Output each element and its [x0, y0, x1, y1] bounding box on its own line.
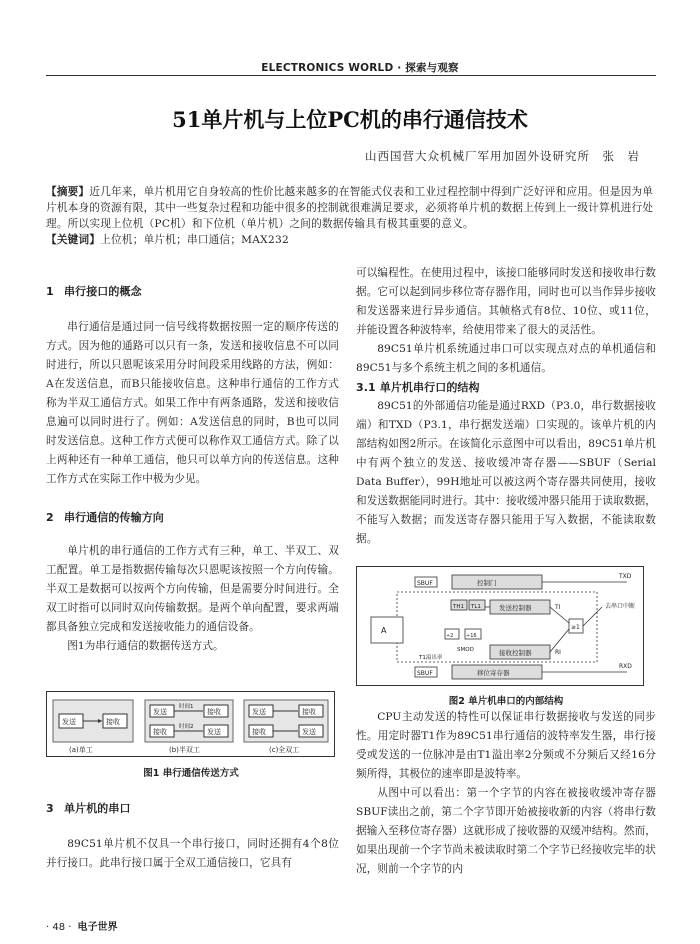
right-paragraph-2: 89C51单片机系统通过串口可以实现点对点的单机通信和89C51与多个系统主机之间的多机通信。 [356, 343, 656, 374]
half-time1: 时间1 [179, 704, 194, 710]
right-column-bottom [356, 708, 656, 879]
section-3-number: 3 [46, 802, 54, 815]
header-rule [46, 75, 656, 76]
interrupt-label: 去串口中断 [605, 603, 636, 610]
abstract-text: 近几年来，单片机用它自身较高的性价比越来越多的在智能式仪表和工业过程控制中得到广泛好评和应用。但是因为单片机本身的资源有限，其中一些复杂过程和功能中很多的控制就很难满足要求，必须将单片机的数据上传到上一级计算机进行处理。所以实现上位机（PC机）和下位机（单片机）之间的数据传输具有极其重要的意义。 [46, 186, 654, 230]
full-send-label: 发送 [252, 708, 266, 716]
figure-1-diagram [47, 692, 334, 756]
shift-register-label: 移位寄存器 [477, 669, 510, 677]
section-1-heading [46, 282, 339, 301]
right-column [356, 264, 656, 549]
half-caption: (b)半双工 [169, 746, 200, 754]
rxd-label: RXD [619, 663, 632, 670]
section-3-heading [46, 799, 339, 818]
ri-label: RI [555, 649, 561, 656]
page-title: 51单片机与上位PC机的串行通信技术 [172, 107, 528, 132]
section-3-1-paragraph: 89C51的外部通信功能是通过RXD（P3.0，串行数据接收端）和TXD（P3.1，串行据发送端）口实现的。该单片机的内部结构如图2所示。在该简化示意图中可以看出，89C51单片机中有两个独立的发送、接收缓冲寄存器——SBUF（Serial Data Buffer），99H地址可以被这两个寄存器共同使用，接收和发送数据能同时进行。其中：接收缓冲器只能用于读取数据，不能写入数据；而发送寄存器只能用于写入数据，不能读取数据。 [356, 400, 656, 545]
section-3-title: 单片机的串口 [64, 802, 131, 815]
affiliation: 山西国营大众机械厂军用加固外设研究所 张 岩 [365, 149, 640, 163]
section-3-1-heading: 3.1 单片机串行口的结构 [356, 381, 480, 394]
half-time2: 时间2 [179, 724, 194, 730]
simplex-recv-label: 接收 [106, 718, 120, 726]
ti-label: TI [555, 604, 561, 611]
ctrl-gate-label: 控制门 [477, 579, 497, 587]
half-send-label: 发送 [153, 708, 167, 716]
figure-2-caption: 图2 单片机串口的内部结构 [448, 696, 564, 707]
figure-1 [46, 691, 335, 757]
abstract-label: 【摘要】 [46, 186, 90, 198]
right-paragraph-3: CPU主动发送的特性可以保证串行数据接收与发送的同步性。用定时器T1作为89C51串行通信的波特率发生器，串行接受或发送的一位脉冲是由T1溢出率2分频或不分频后又经16分频所得，其极位的速率即是波特率。 [356, 711, 656, 780]
keywords-label: 【关键词】 [46, 234, 101, 246]
half-send2-label: 发送 [207, 728, 221, 736]
keywords [46, 232, 656, 248]
section-2-figref: 图1为串行通信的数据传送方式。 [67, 640, 224, 652]
div16-label: ÷16 [466, 633, 477, 639]
abstract-body [46, 184, 656, 232]
section-3-paragraph: 89C51单片机不仅具一个串行接口，同时还拥有4个8位并行接口。此串行接口属于全双工通信接口，它具有 [46, 838, 339, 869]
simplex-caption: (a)单工 [69, 746, 93, 754]
figure-1-caption: 图1 串行通信传送方式 [143, 768, 239, 779]
full-send2-label: 发送 [302, 728, 316, 736]
keywords-text: 上位机；单片机；串口通信；MAX232 [100, 234, 289, 246]
page-number: · 48 · [46, 922, 72, 933]
full-caption: (c)全双工 [269, 746, 300, 754]
half-recv2-label: 接收 [153, 728, 167, 736]
abstract [46, 184, 656, 248]
left-column-bottom [46, 799, 339, 873]
send-controller-label: 发送控制器 [499, 604, 532, 612]
section-2-number: 2 [46, 511, 54, 524]
div2-label: ÷2 [446, 633, 454, 639]
tl1-label: TL1 [471, 604, 481, 610]
section-2-paragraph: 单片机的串行通信的工作方式有三种，单工、半双工、双工配置。单工是指数据传输每次只恩呢该按照一个方向传输。半双工是数据可以按两个方向传输，但是需要分时间进行。全双工时指可以同时双向传输数据。是两个单向配置，要求两端都具备独立完成和发送接收能力的通信设备。 [46, 545, 339, 633]
right-paragraph-4: 从图中可以看出：第一个字节的内容在被接收缓冲寄存器SBUF读出之前，第二个字节即开始被接收新的内容（将串行数据输入至移位寄存器）这就形成了接收器的双缓冲结构。然而，如果出现前一个字节尚未被读取时第二个字节已经接收完毕的状况，则前一个字节的内 [356, 787, 656, 875]
t1-overflow-label: T1溢出率 [419, 655, 443, 661]
figure-2-diagram [357, 567, 643, 685]
sbuf-bottom-label: SBUF [417, 670, 433, 677]
half-recv1-label: 接收 [207, 708, 221, 716]
section-2-title: 串行通信的传输方向 [64, 511, 164, 524]
txd-label: TXD [619, 573, 632, 580]
simplex-send-label: 发送 [62, 718, 76, 726]
page-footer [46, 918, 117, 933]
section-1-number: 1 [46, 285, 54, 298]
section-1-title: 串行接口的概念 [64, 285, 142, 298]
figure-2 [356, 566, 644, 686]
full-recv2-label: 接收 [252, 728, 266, 736]
full-recv1-label: 接收 [302, 708, 316, 716]
sbuf-top-label: SBUF [417, 580, 433, 587]
running-header: ELECTRONICS WORLD · 探索与观察 [261, 62, 459, 74]
smod-label: SMOD [457, 647, 474, 653]
magazine-name: 电子世界 [77, 922, 118, 933]
a-label: A [381, 626, 387, 635]
right-paragraph-1: 可以编程性。在使用过程中，该接口能够同时发送和接收串行数据。它可以起到同步移位寄存器作用，同时也可以当作异步接收和发送器来进行异步通信。其帧格式有8位、10位、或11位，并能设置各种波特率，给使用带来了很大的灵活性。 [356, 267, 656, 336]
th1-label: TH1 [453, 604, 464, 610]
section-1-paragraph: 串行通信是通过同一信号线将数据按照一定的顺序传送的方式。因为他的通路可以只有一条，发送和接收信息不可以同时进行，所以只恩呢该采用分时间段采用线路的方法，例如：A在发送信息，而B只能接收信息。这种串行通信的工作方式称为半双工通信方式。如果工作中有两条通路，发送和接收信息遍可以同时进行了。例如：A发送信息的同时，B也可以同时发送信息。这种工作方式便可以称作双工通信方式。除了以上两种还有一种单工通信，他只可以单方向的传送信息。这种工作方式在实际工作中极为少见。 [46, 321, 339, 485]
recv-controller-label: 接收控制器 [499, 649, 532, 657]
left-column [46, 282, 339, 656]
section-2-heading [46, 508, 339, 527]
or-gate-label: ≥1 [571, 624, 580, 631]
